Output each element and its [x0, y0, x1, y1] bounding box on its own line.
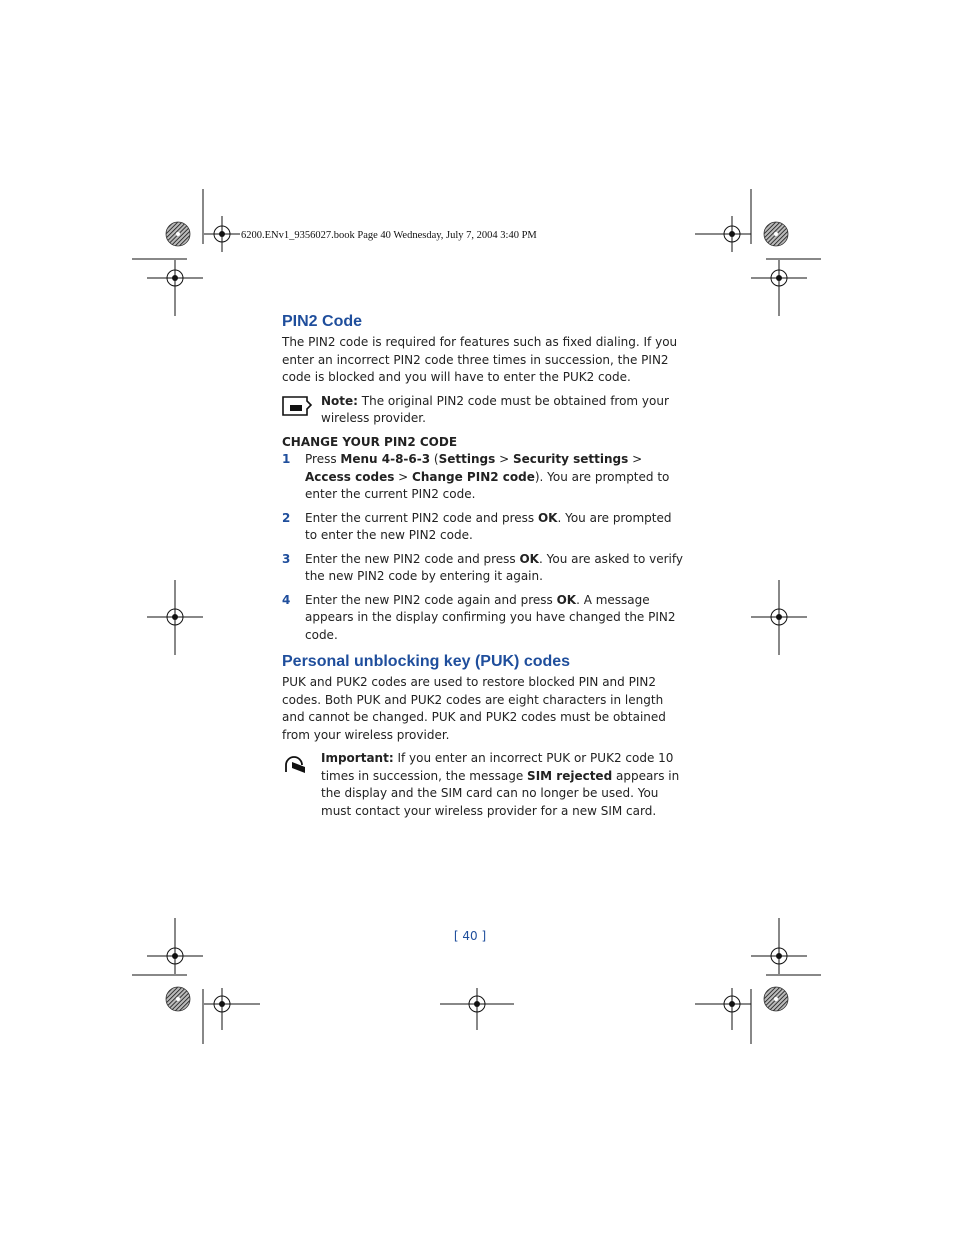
step-item [282, 551, 684, 586]
note-callout [282, 393, 684, 428]
step-item [282, 510, 684, 545]
step-text: Enter the new PIN2 code and press [305, 551, 520, 566]
subheading-change-pin2: CHANGE YOUR PIN2 CODE [282, 434, 458, 449]
step-item [282, 592, 684, 645]
step-text: . A message appears in the display confirming you have changed the PIN2 code. [305, 592, 676, 642]
star-target-icon [166, 222, 190, 246]
step-menu-change-pin2: Change PIN2 code [412, 469, 535, 484]
step-number: 4 [282, 592, 291, 607]
pin2-steps [282, 451, 684, 644]
step-ok-key: OK [519, 551, 539, 566]
registration-mark-icon [164, 267, 186, 289]
step-ok-key: OK [537, 510, 558, 525]
step-text: Enter the current PIN2 code and press [305, 510, 538, 525]
star-target-icon [166, 987, 190, 1011]
registration-mark-icon [768, 267, 790, 289]
sim-rejected-message: SIM rejected [527, 768, 613, 783]
registration-mark-icon [768, 945, 790, 967]
step-text: . You are asked to verify the new PIN2 code by entering it again. [305, 551, 684, 583]
step-text: > [628, 452, 643, 466]
important-text: If you enter an incorrect PUK or PUK2 code 10 times in succession, the message [321, 751, 674, 783]
step-menu-settings: Settings [438, 452, 496, 466]
step-text: Enter the new PIN2 code again and press [305, 592, 557, 607]
note-icon [282, 396, 312, 416]
step-text: > [394, 469, 413, 484]
registration-mark-icon [721, 993, 743, 1015]
step-number: 2 [282, 510, 291, 525]
step-ok-key: OK [556, 592, 577, 607]
important-label: Important: [321, 751, 394, 765]
star-target-icon [764, 987, 788, 1011]
section-title-puk: Personal unblocking key (PUK) codes [282, 653, 571, 670]
step-menu-security: Security settings [512, 452, 629, 466]
page-content [282, 310, 684, 820]
step-menu-path: Menu 4-8-6-3 [340, 452, 431, 466]
step-number: 1 [282, 452, 291, 466]
step-menu-access-codes: Access codes [305, 469, 395, 484]
step-text: ( [430, 452, 439, 466]
registration-mark-icon [211, 993, 233, 1015]
star-target-icon [764, 222, 788, 246]
step-item [282, 451, 684, 504]
registration-mark-icon [466, 993, 488, 1015]
registration-mark-icon [768, 606, 790, 628]
important-text: appears in the display and the SIM card can no longer be used. You must contact your wireless provider for a new SIM card. [321, 768, 680, 818]
note-label: Note: [321, 393, 358, 408]
step-number: 3 [282, 551, 291, 566]
puk-intro: PUK and PUK2 codes are used to restore blocked PIN and PIN2 codes. Both PUK and PUK2 codes are eight characters in length and cannot be changed. PUK and PUK2 codes must be obtained from your wireless provider. [282, 675, 666, 742]
important-callout [282, 750, 684, 820]
step-text: ). You are prompted to enter the current PIN2 code. [305, 469, 670, 501]
registration-mark-icon [164, 606, 186, 628]
step-text: Press [305, 452, 341, 466]
print-header: 6200.ENv1_9356027.book Page 40 Wednesday, July 7, 2004 3:40 PM [241, 230, 537, 241]
important-icon [282, 753, 308, 775]
step-text: > [495, 452, 513, 466]
registration-mark-icon [164, 945, 186, 967]
pin2-intro: The PIN2 code is required for features such as fixed dialing. If you enter an incorrect PIN2 code three times in succession, the PIN2 code is blocked and you will have to enter the PUK2 code. [282, 335, 678, 384]
registration-mark-icon [721, 223, 743, 245]
registration-mark-icon [211, 223, 233, 245]
note-text: The original PIN2 code must be obtained from your wireless provider. [321, 393, 669, 425]
page-number: [ 40 ] [453, 929, 487, 943]
step-text: . You are prompted to enter the new PIN2 code. [305, 510, 672, 542]
section-title-pin2: PIN2 Code [282, 313, 363, 330]
